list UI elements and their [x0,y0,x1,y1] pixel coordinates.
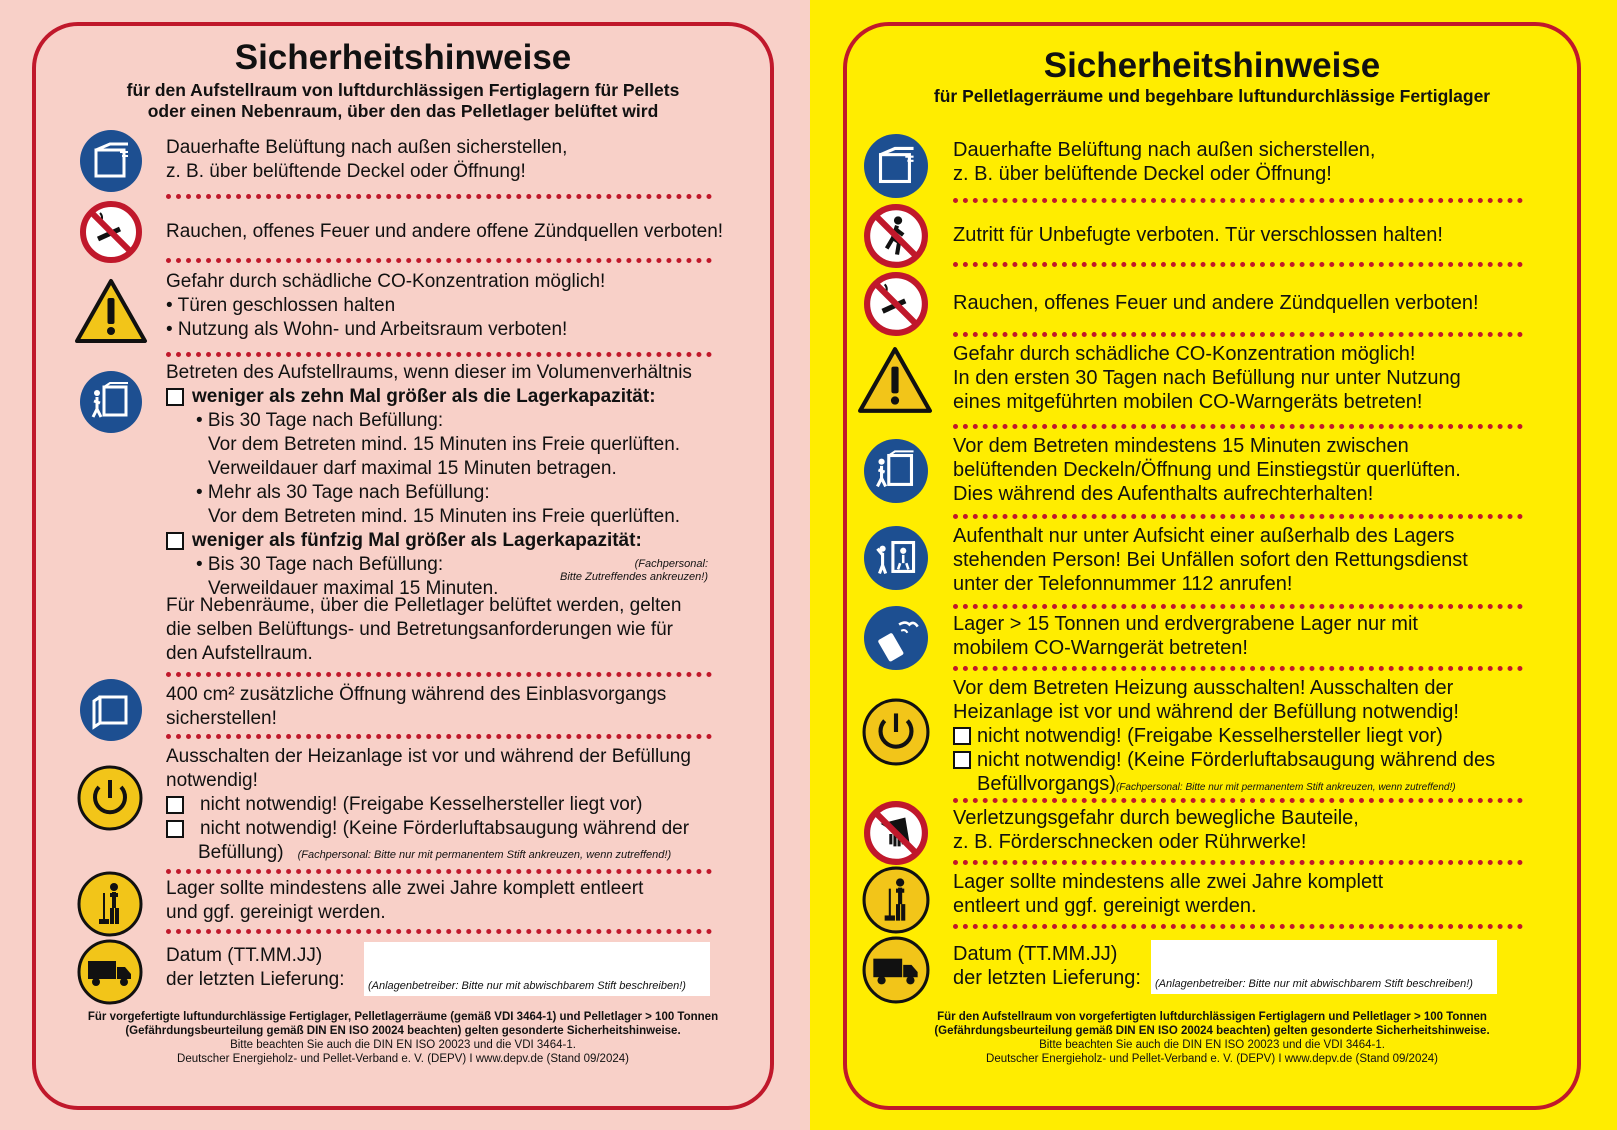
entry-option-2[interactable]: weniger als fünfzig Mal größer als Lagerkapazität: [166,529,692,553]
right-subtitle: für Pelletlagerräume und begehbare luftundurchlässige Fertiglager [933,86,1491,106]
left-neben-text: Für Nebenräume, über die Pelletlager belüftet werden, gelten die selben Belüftungs- und Betretungsanforderungen wie für den Aufstellraum. [166,595,682,664]
divider [166,734,712,739]
divider [953,924,1523,929]
left-subtitle: für den Aufstellraum von luftdurchlässigen Fertiglagern für Pellets oder einen Nebenraum, über den das Pelletlager belüftet wird [126,80,680,121]
right-date-label: Datum (TT.MM.JJ) der letzten Lieferung: [953,943,1141,989]
divider [166,194,712,199]
warning-icon [74,278,148,344]
divider [953,798,1523,803]
heating-option-2[interactable]: nicht notwendig! (Keine Förderluftabsaugung während des [953,748,1495,772]
checkbox[interactable] [166,532,184,550]
no-smoking-icon [80,201,142,263]
right-ventilation-text: Dauerhafte Belüftung nach außen sicherstellen, z. B. über belüftende Deckel oder Öffnung! [953,139,1376,185]
divider [166,672,712,677]
no-smoking-icon [864,272,928,336]
truck-icon [77,939,143,1005]
delivery-date-field[interactable]: (Anlagenbetreiber: Bitte nur mit abwischbarem Stift beschreiben!) [1151,940,1497,994]
right-sign-background [810,0,1617,1130]
vent-icon [80,679,142,741]
vent-icon [80,130,142,192]
divider [953,198,1523,203]
divider [953,860,1523,865]
left-ventilation-text: Dauerhafte Belüftung nach außen sicherstellen, z. B. über belüftende Deckel oder Öffnung! [166,137,568,182]
person-broom-icon [862,866,930,934]
right-no-entry-text: Zutritt für Unbefugte verboten. Tür verschlossen halten! [953,224,1443,246]
power-icon [77,765,143,831]
vent-icon [864,134,928,198]
hand-crush-icon [864,801,928,865]
power-icon [862,698,930,766]
left-entry-text: Betreten des Aufstellraums, wenn dieser im Volumenverhältnis weniger als zehn Mal größer als die Lagerkapazität: • Bis 30 Tage nach Befüllung: Vor dem Betreten mind. 15 Minuten ins Freie querlüften. Verweildauer darf maximal 15 Minuten betragen. • Mehr als 30 Tage nach Befüllung: Vor dem Betreten mind. 15 Minuten ins Freie querlüften. weniger als fünfzig Mal größer als Lagerkapazität: • Bis 30 Tage nach Befüllung: Verweildauer maximal 15 Minuten. [166,362,692,599]
divider [953,666,1523,671]
left-entry-note: (Fachpersonal: Bitte Zutreffendes ankreuzen!) [560,558,708,583]
right-no-fire-text: Rauchen, offenes Feuer und andere Zündquellen verboten! [953,292,1479,314]
supervision-icon [864,526,928,590]
checkbox[interactable] [953,727,971,745]
divider [166,869,712,874]
checkbox[interactable] [953,751,971,769]
divider [953,514,1523,519]
divider [953,332,1523,337]
divider [166,352,712,357]
entry-person-icon [80,371,142,433]
checkbox[interactable] [166,820,184,838]
entry-person-icon [864,439,928,503]
left-no-fire-text: Rauchen, offenes Feuer und andere offene Zündquellen verboten! [166,221,724,242]
divider [166,929,712,934]
left-co-warning-text: Gefahr durch schädliche CO-Konzentration möglich! • Türen geschlossen halten • Nutzung als Wohn- und Arbeitsraum verboten! [166,271,606,340]
divider [953,262,1523,267]
left-heating-text: Ausschalten der Heizanlage ist vor und während der Befüllung notwendig! nicht notwendig! (Freigabe Kesselhersteller liegt vor) nicht notwendig! (Keine Förderluftabsaugung während der Befüllung) (Fachpersonal: Bitte nur mit permanentem Stift ankreuzen, wenn zutreffend!) [166,746,691,863]
right-co-warning-text: Gefahr durch schädliche CO-Konzentration möglich! In den ersten 30 Tagen nach Befüllung nur unter Nutzung eines mitgeführten mobilen CO-Warngeräts betreten! [953,343,1461,413]
right-title: Sicherheitshinweise [1043,46,1381,85]
right-empty-text: Lager sollte mindestens alle zwei Jahre komplett entleert und ggf. gereinigt werden. [953,871,1384,917]
co-device-icon [864,606,928,670]
right-airing-text: Vor dem Betreten mindestens 15 Minuten zwischen belüftenden Deckeln/Öffnung und Einstiegstür querlüften. Dies während des Aufenthalts aufrechterhalten! [953,435,1461,505]
no-entry-icon [864,204,928,268]
left-footer: Für vorgefertigte luftundurchlässige Fertiglager, Pelletlagerräume (gemäß VDI 3464-1) und Pelletlager > 100 Tonnen (Gefährdungsbeurteilung gemäß DIN EN ISO 20024 beachten) gelten gesonderte Sicherheitshinweise. Bitte beachten Sie auch die DIN EN ISO 20023 und die VDI 3464-1. Deutscher Energieholz- und Pellet-Verband e. V. (DEPV) I www.depv.de (Stand 09/2024) [87,1011,719,1065]
truck-icon [862,936,930,1004]
left-title: Sicherheitshinweise [234,38,572,77]
person-broom-icon [77,871,143,937]
delivery-date-field[interactable]: (Anlagenbetreiber: Bitte nur mit abwischbarem Stift beschreiben!) [364,942,710,996]
heating-option-1[interactable]: nicht notwendig! (Freigabe Kesselhersteller liegt vor) [166,793,691,817]
divider [953,424,1523,429]
right-heating-text: Vor dem Betreten Heizung ausschalten! Ausschalten der Heizanlage ist vor und während der Befüllung notwendig! nicht notwendig! (Freigabe Kesselhersteller liegt vor) nicht notwendig! (Keine Förderluftabsaugung während des Befüllvorgangs)(Fachpersonal: Bitte nur mit permanentem Stift ankreuzen, wenn zutreffend!) [953,677,1496,795]
warning-icon [857,346,933,414]
checkbox[interactable] [166,796,184,814]
right-supervision-text: Aufenthalt nur unter Aufsicht einer außerhalb des Lagers stehenden Person! Bei Unfällen sofort den Rettungsdienst unter der Telefonnummer 112 anrufen! [953,525,1468,595]
divider [953,604,1523,609]
checkbox[interactable] [166,388,184,406]
right-moving-parts-text: Verletzungsgefahr durch bewegliche Bauteile, z. B. Förderschnecken oder Rührwerke! [953,807,1359,853]
heating-option-2[interactable]: nicht notwendig! (Keine Förderluftabsaugung während der [166,817,691,841]
divider [166,258,712,263]
right-sign [843,22,1581,1110]
left-opening-text: 400 cm² zusätzliche Öffnung während des Einblasvorgangs sicherstellen! [166,684,667,729]
entry-option-1[interactable]: weniger als zehn Mal größer als die Lagerkapazität: [166,385,692,409]
heating-option-1[interactable]: nicht notwendig! (Freigabe Kesselhersteller liegt vor) [953,724,1495,748]
right-co-device-text: Lager > 15 Tonnen und erdvergrabene Lager nur mit mobilem CO-Warngerät betreten! [953,613,1418,659]
left-date-label: Datum (TT.MM.JJ) der letzten Lieferung: [166,945,345,990]
left-empty-text: Lager sollte mindestens alle zwei Jahre komplett entleert und ggf. gereinigt werden. [166,878,644,923]
left-sign [32,22,774,1110]
right-footer: Für den Aufstellraum von vorgefertigten luftdurchlässigen Fertiglagern und Pelletlager > 100 Tonnen (Gefährdungsbeurteilung gemäß DIN EN ISO 20024 beachten) gelten gesonderte Sicherheitshinweise. Bitte beachten Sie auch die DIN EN ISO 20023 und die VDI 3464-1. Deutscher Energieholz- und Pellet-Verband e. V. (DEPV) I www.depv.de (Stand 09/2024) [934,1011,1490,1065]
